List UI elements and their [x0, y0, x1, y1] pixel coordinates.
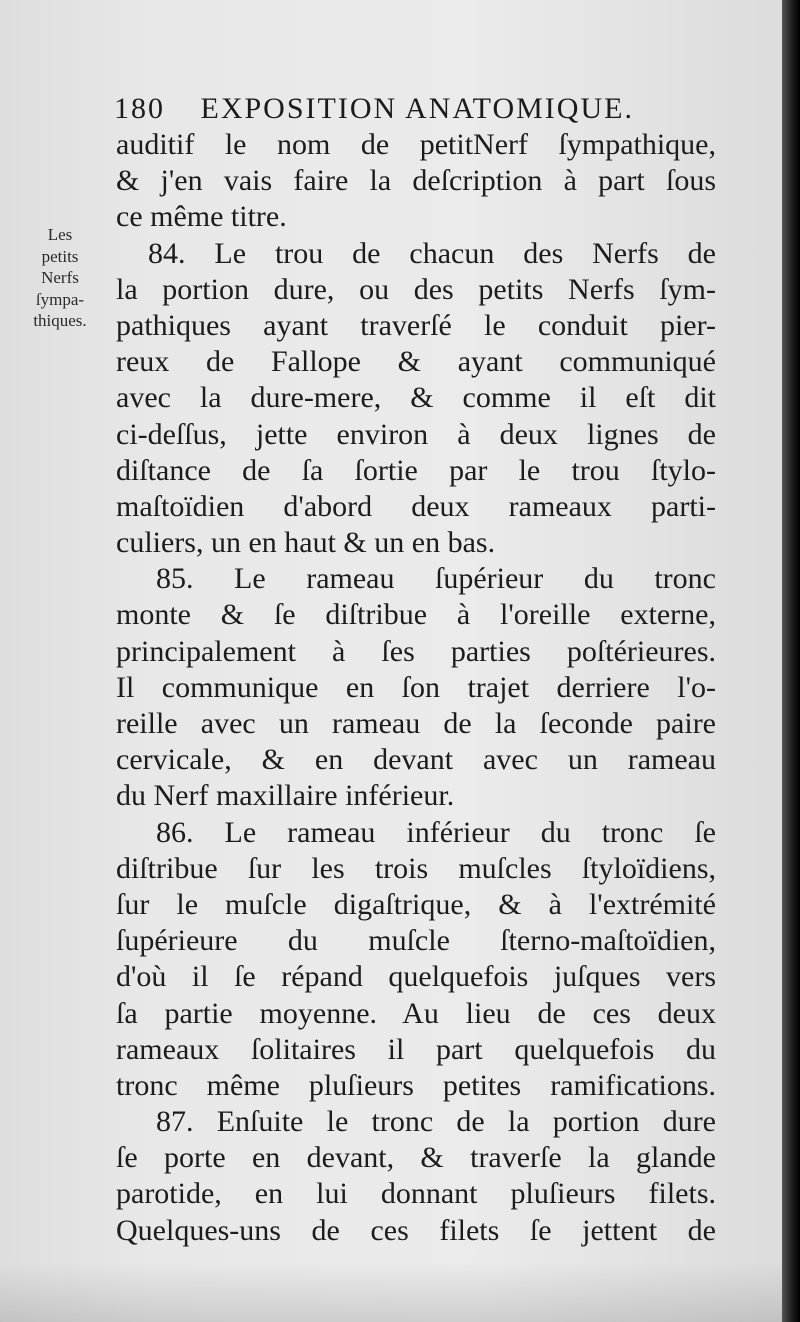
marginal-note-line: petits — [41, 246, 79, 266]
paragraph-start-86: 86. Le rameau inférieur du tronc ſe — [156, 815, 716, 849]
marginal-note — [18, 224, 102, 332]
body-text — [116, 127, 716, 1249]
page-bottom-shading — [0, 1262, 782, 1322]
text-line: principalement à ſes parties poſtérieures. — [116, 634, 716, 668]
text-line: tronc même pluſieurs petites ramifications. — [116, 1068, 716, 1102]
marginal-note-line: Nerfs — [41, 268, 79, 287]
text-line: & j'en vais faire la deſcription à part ſous — [116, 164, 716, 198]
page-number: 180 — [114, 92, 165, 125]
text-line: reux de Fallope & ayant communiqué — [116, 345, 716, 379]
text-line: la portion dure, ou des petits Nerfs ſym- — [116, 272, 716, 306]
book-gutter-edge — [782, 0, 800, 1322]
running-head — [114, 92, 714, 128]
text-line: d'où il ſe répand quelquefois juſques vers — [116, 960, 716, 994]
text-line: ce même titre. — [116, 200, 287, 234]
paragraph-start-87: 87. Enſuite le tronc de la portion dure — [156, 1105, 716, 1139]
marginal-note-line: thiques. — [33, 311, 87, 330]
text-line: parotide, en lui donnant pluſieurs filets. — [116, 1177, 716, 1211]
text-line: ſa partie moyenne. Au lieu de ces deux — [116, 996, 716, 1030]
text-line: cervicale, & en devant avec un rameau — [116, 743, 716, 777]
text-line: pathiques ayant traverſé le conduit pier- — [116, 308, 716, 342]
text-line: maſtoïdien d'abord deux rameaux parti- — [116, 489, 716, 523]
text-line: culiers, un en haut & un en bas. — [116, 526, 496, 560]
text-line: diſtribue ſur les trois muſcles ſtyloïdiens, — [116, 851, 716, 885]
text-line: auditif le nom de petitNerf ſympathique, — [116, 128, 716, 161]
text-line: avec la dure-mere, & comme il eſt dit — [116, 381, 716, 415]
paragraph-start-85: 85. Le rameau ſupérieur du tronc — [156, 562, 716, 596]
text-line: Quelques-uns de ces filets ſe jettent de — [116, 1213, 716, 1247]
marginal-note-line: Les — [47, 225, 73, 244]
text-line: ſupérieure du muſcle ſterno-maſtoïdien, — [116, 924, 716, 958]
text-line: ſe porte en devant, & traverſe la glande — [116, 1141, 716, 1175]
paragraph-start-84: 84. Le trou de chacun des Nerfs de — [148, 236, 716, 270]
marginal-note-line: ſympa- — [35, 289, 85, 309]
text-line: reille avec un rameau de la ſeconde paire — [116, 707, 716, 740]
text-line: ci-deſſus, jette environ à deux lignes de — [116, 417, 716, 451]
text-line: ſur le muſcle digaſtrique, & à l'extrémité — [116, 887, 716, 921]
text-line: du Nerf maxillaire inférieur. — [116, 779, 455, 813]
text-line: diſtance de ſa ſortie par le trou ſtylo- — [116, 453, 716, 487]
text-line: monte & ſe diſtribue à l'oreille externe, — [116, 598, 716, 632]
text-line: Il communique en ſon trajet derriere l'o- — [116, 670, 716, 704]
text-line: rameaux ſolitaires il part quelquefois du — [116, 1032, 716, 1066]
running-title: EXPOSITION ANATOMIQUE. — [200, 92, 634, 125]
